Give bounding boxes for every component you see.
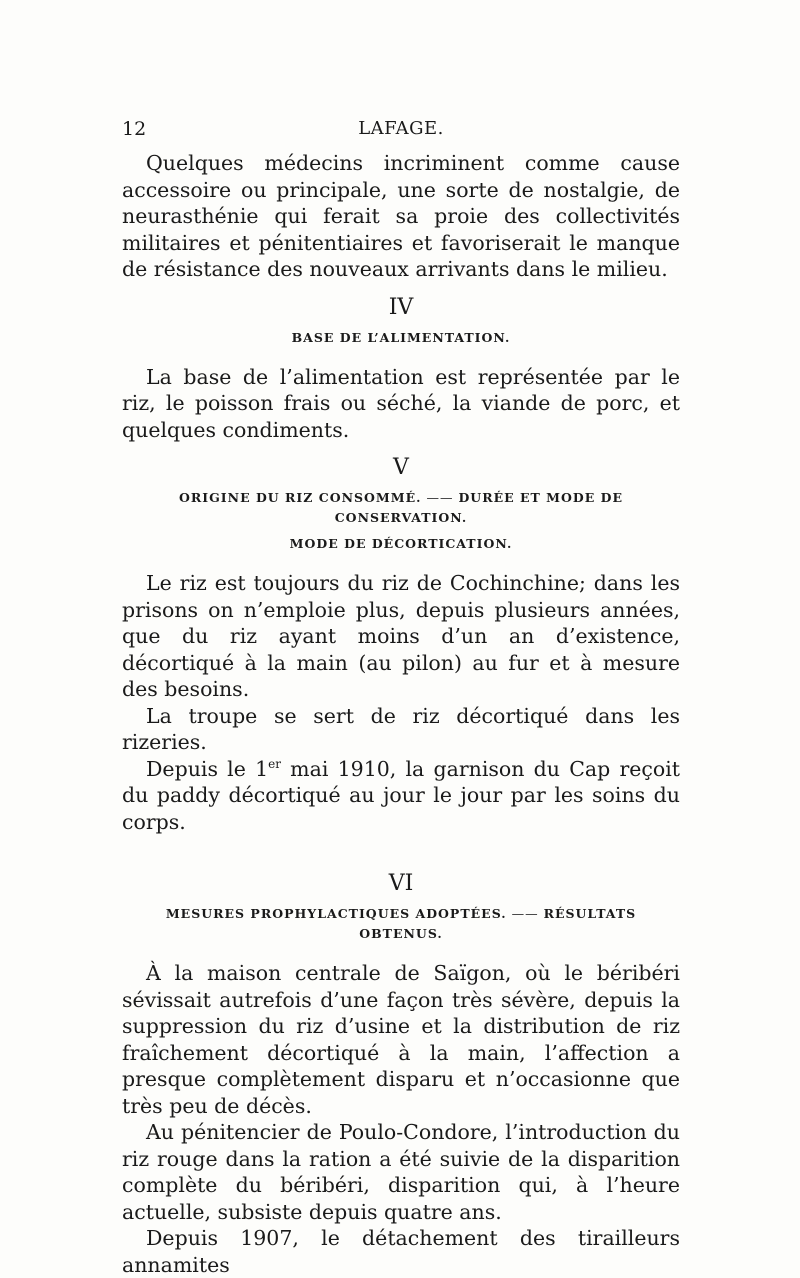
section-number-v: V bbox=[393, 455, 409, 480]
paragraph-rest: mai 1910, la garnison du Cap reçoit du paddy décortiqué au jour le jour par les soins du corps. bbox=[122, 756, 681, 834]
paragraph: Au pénitencier de Poulo-Condore, l’introduction du riz rouge dans la ration a été suivie de la disparition complète du béribéri, disparition qui, à l’heure actuelle, subsiste depuis quatre ans. bbox=[122, 1120, 680, 1224]
section-title-iv: BASE DE L’ALIMENTATION. bbox=[291, 329, 511, 345]
paragraph: Le riz est toujours du riz de Cochinchine; dans les prisons on n’emploie plus, depuis plusieurs années, que du riz ayant moins d’un an d’existence, décortiqué à la main (au pilon) au fur et à mesure des besoins. bbox=[122, 571, 680, 701]
paragraph: Depuis 1907, le détachement des tirailleurs annamites bbox=[122, 1226, 680, 1277]
section-title-vi-part1: MESURES PROPHYLACTIQUES ADOPTÉES. bbox=[165, 906, 507, 921]
paragraph: La troupe se sert de riz décortiqué dans les rizeries. bbox=[122, 703, 680, 754]
em-dash: —— bbox=[421, 490, 459, 505]
section-title-v-part1: ORIGINE DU RIZ CONSOMMÉ. bbox=[179, 490, 422, 505]
paragraph-start: Depuis le 1 bbox=[146, 756, 269, 781]
section-number-iv: IV bbox=[388, 294, 414, 320]
section-number-vi: VI bbox=[388, 871, 414, 896]
page-body bbox=[122, 150, 680, 1278]
section-title-v bbox=[122, 488, 680, 528]
section-subtitle-v: MODE DE DÉCORTICATION. bbox=[289, 536, 513, 551]
paragraph: Quelques médecins incriminent comme cause accessoire ou principale, une sorte de nostalgie, de neurasthénie qui ferait sa proie des collectivités militaires et pénitentiaires et favoriserait le manque de résistance des nouveaux arrivants dans le milieu. bbox=[122, 151, 680, 281]
running-title: LAFAGE. bbox=[358, 118, 444, 139]
paragraph: La base de l’alimentation est représentée par le riz, le poisson frais ou séché, la viande de porc, et quelques condiments. bbox=[122, 364, 680, 442]
page-number: 12 bbox=[122, 118, 147, 140]
section-title-v-part2: DURÉE ET MODE DE CONSERVATION. bbox=[334, 490, 623, 525]
section-title-vi-part2: RÉSULTATS OBTENUS. bbox=[359, 906, 637, 941]
paragraph bbox=[122, 756, 680, 836]
section-title-vi bbox=[122, 904, 680, 944]
running-header bbox=[122, 118, 680, 140]
paragraph: À la maison centrale de Saïgon, où le béribéri sévissait autrefois d’une façon très sévère, depuis la suppression du riz d’usine et la distribution de riz fraîchement décortiqué à la main, l’affection a presque complètement disparu et n’occasionne que très peu de décès. bbox=[122, 961, 680, 1118]
em-dash: —— bbox=[506, 906, 544, 921]
ordinal-superscript: er bbox=[268, 756, 281, 771]
